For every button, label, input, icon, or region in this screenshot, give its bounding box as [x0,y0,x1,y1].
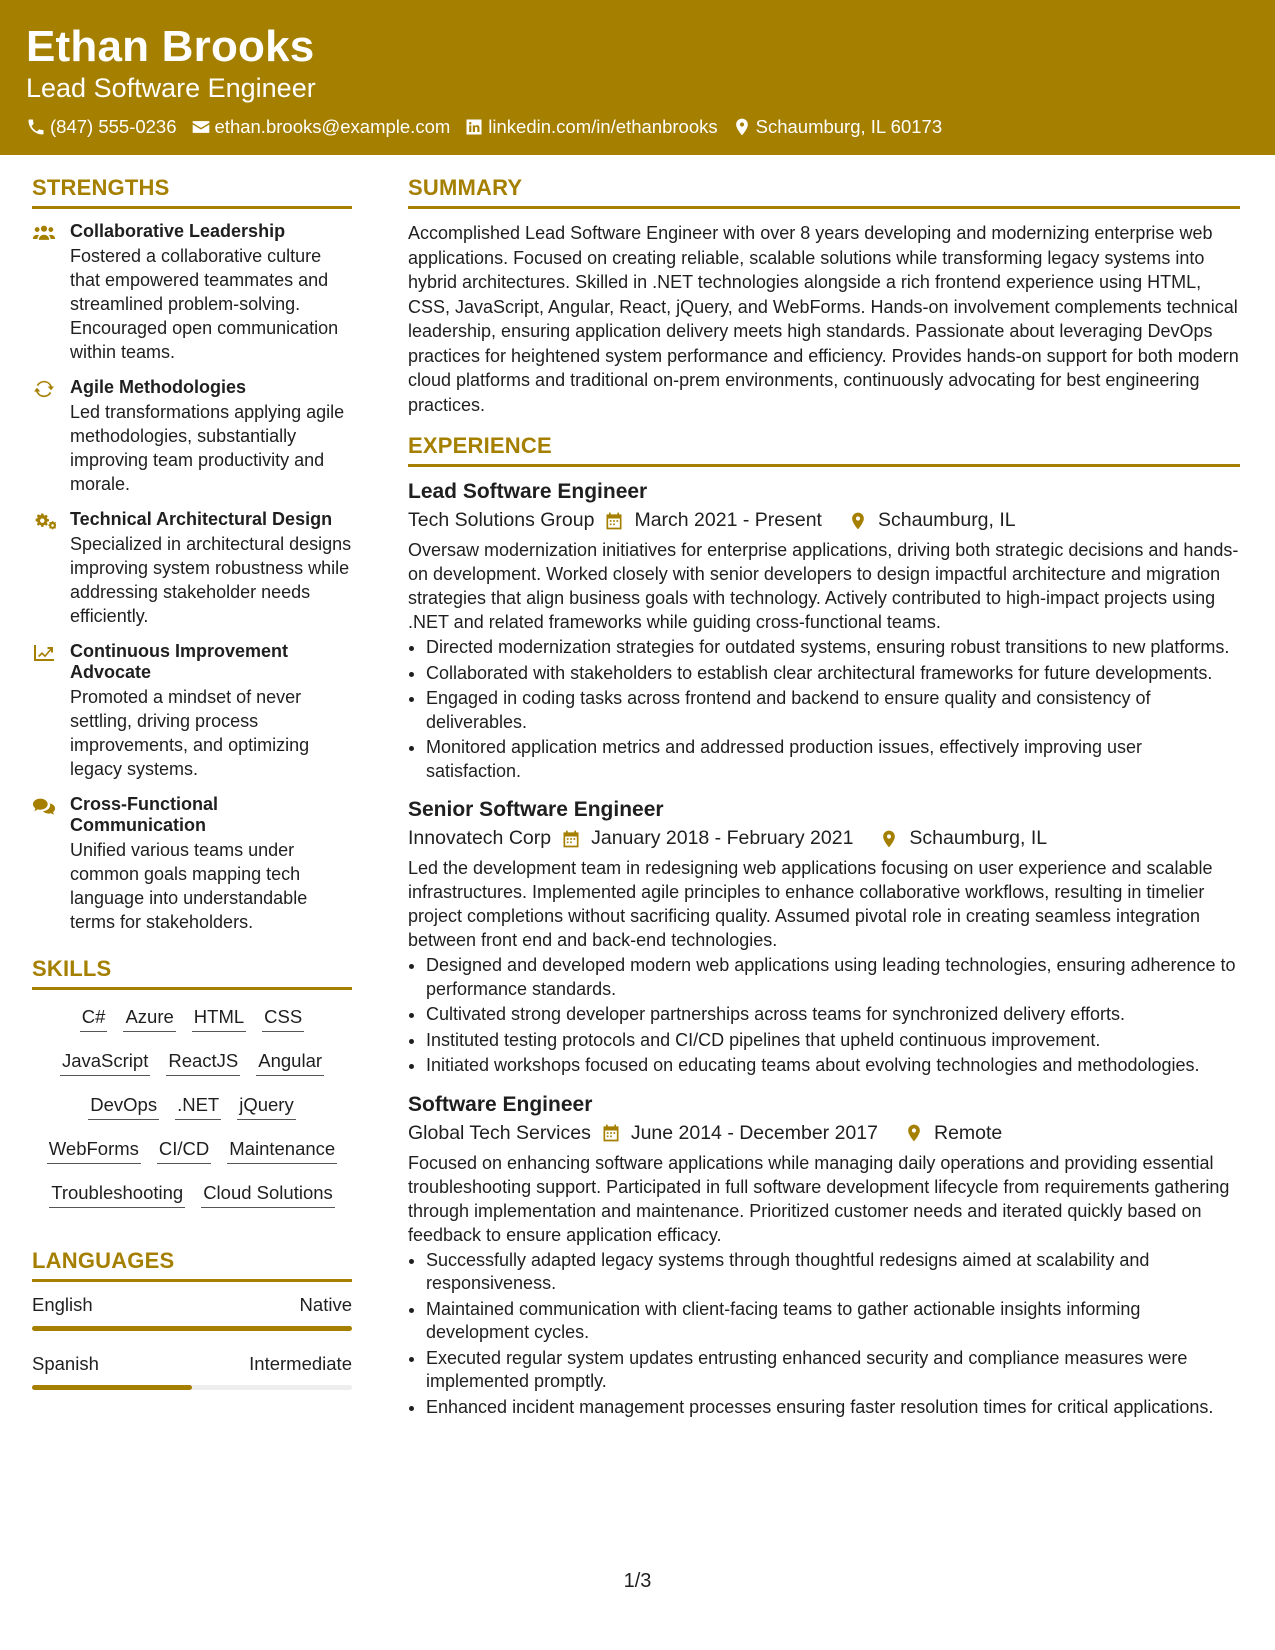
calendar-icon [604,511,624,531]
job-bullet: • Monitored application metrics and addressed production issues, effectively improving user satisfaction. [426,736,1240,783]
skill-tag: .NET [175,1092,221,1120]
contact-bar [26,116,942,138]
skill-tag: C# [80,1004,108,1032]
job-entry [408,479,1240,783]
job-dates: March 2021 - Present [634,509,822,531]
job-bullet: • Enhanced incident management processes ensuring faster resolution times for critical applications. [426,1396,1240,1420]
skill-tag: Maintenance [227,1136,337,1164]
sync-icon [32,379,56,399]
skill-tag: jQuery [237,1092,296,1120]
job-entry [408,797,1240,1078]
candidate-name: Ethan Brooks [26,22,315,71]
strength-title: Collaborative Leadership [70,221,286,241]
phone-icon [26,117,46,137]
job-dates: June 2014 - December 2017 [630,1121,878,1144]
language-level: Native [299,1294,352,1315]
page-number: 1/3 [623,1570,652,1592]
language-item [32,1294,352,1331]
contact-phone[interactable] [26,116,177,138]
job-bullet: • Successfully adapted legacy systems through thoughtful redesigns aimed at scalability and responsiveness. [426,1249,1240,1296]
skill-tag: CI/CD [157,1136,211,1164]
map-pin-icon [904,1123,924,1143]
contact-email[interactable] [191,116,451,138]
job-bullets [408,954,1240,1078]
resume-header [0,0,1275,155]
job-bullets [408,636,1240,783]
language-level-fill [32,1326,352,1331]
job-bullet: • Designed and developed modern web applications using leading technologies, ensuring adherence to performance standards. [426,954,1240,1001]
language-item [32,1353,352,1390]
job-company: Tech Solutions Group [408,509,595,531]
job-meta [408,509,1240,532]
strength-item [32,221,352,364]
job-bullet: • Executed regular system updates entrusting enhanced security and compliance measures were implemented promptly. [426,1347,1240,1394]
linkedin-text: linkedin.com/in/ethanbrooks [488,116,718,137]
skill-tag: JavaScript [60,1048,150,1076]
job-entry [408,1092,1240,1420]
strength-title: Cross-Functional Communication [70,794,219,835]
strength-item [32,509,352,628]
summary-text: Accomplished Lead Software Engineer with over 8 years developing and modernizing enterprise web applications. Focused on creating reliable, scalable solutions while transforming legacy systems into hybrid architectures. Skilled in .NET technologies alongside a rich frontend experience using HTML, CSS, JavaScript, Angular, React, jQuery, and WebForms. Hands-on involvement complements technical leadership, ensuring application delivery meets high standards. Passionate about leveraging DevOps practices for heightened system performance and efficiency. Provides hands-on support for both modern cloud platforms and traditional on-prem environments, continuously advocating for best engineering practices. [408,223,1239,415]
comments-icon [32,796,56,816]
job-description: Led the development team in redesigning web applications focusing on user experience and scalable infrastructures. Implemented agile principles to enhance collaborative workflows, resulting in timelier project completions without sacrificing quality. Assumed pivotal role in creating seamless integration between front end and back-end technologies. [408,858,1213,950]
skill-tag: Azure [123,1004,175,1032]
left-column [32,175,352,1412]
gears-icon [32,511,56,531]
language-level-bar [32,1326,352,1331]
strength-item [32,794,352,934]
strength-desc: Unified various teams under common goals mapping tech language into understandable terms for stakeholders. [70,840,308,932]
phone-text: (847) 555-0236 [50,116,177,137]
strength-desc: Promoted a mindset of never settling, driving process improvements, and optimizing legacy systems. [70,687,310,779]
skill-tag: DevOps [88,1092,159,1120]
strength-item [32,641,352,781]
job-title: Senior Software Engineer [408,798,664,821]
chart-line-icon [32,643,56,663]
map-pin-icon [879,829,899,849]
job-bullet: • Maintained communication with client-facing teams to gather actionable insights informing development cycles. [426,1298,1240,1345]
job-company: Global Tech Services [408,1121,591,1144]
language-level-bar [32,1385,352,1390]
job-dates: January 2018 - February 2021 [591,827,854,849]
job-title: Software Engineer [408,1092,593,1116]
candidate-title: Lead Software Engineer [26,73,316,103]
map-pin-icon [848,511,868,531]
summary-heading: SUMMARY [408,175,1240,209]
job-bullet: • Initiated workshops focused on educating teams about evolving technologies and methodologies. [426,1054,1240,1078]
language-name: English [32,1294,93,1315]
language-level-fill [32,1385,192,1390]
strength-title: Agile Methodologies [70,377,247,397]
language-name: Spanish [32,1353,99,1374]
calendar-icon [561,829,581,849]
location-text: Schaumburg, IL 60173 [755,116,943,137]
calendar-icon [601,1123,621,1143]
language-level: Intermediate [249,1353,352,1374]
envelope-icon [191,117,211,137]
job-bullet: • Directed modernization strategies for outdated systems, ensuring robust transitions to new platforms. [426,636,1240,660]
skills-list [32,1002,352,1208]
job-location: Remote [933,1121,1003,1144]
email-text: ethan.brooks@example.com [214,116,451,137]
experience-heading: EXPERIENCE [408,433,1240,467]
contact-location [732,116,943,138]
users-icon [32,223,56,243]
job-bullet: • Collaborated with stakeholders to establish clear architectural frameworks for future developments. [426,662,1240,686]
job-meta [408,1122,1240,1145]
skill-tag: Cloud Solutions [201,1180,335,1208]
job-company: Innovatech Corp [408,827,552,849]
map-pin-icon [732,117,752,137]
skill-tag: CSS [262,1004,304,1032]
strength-item [32,377,352,496]
skill-tag: HTML [192,1004,246,1032]
skill-tag: ReactJS [166,1048,240,1076]
skill-tag: WebForms [47,1136,141,1164]
skill-tag: Angular [256,1048,324,1076]
job-description: Oversaw modernization initiatives for enterprise applications, driving both strategic decisions and hands-on development. Worked closely with senior developers to design impactful architecture and migration strategies that align business goals with technology. Actively contributed to high-impact projects using .NET and related frameworks while guiding cross-functional teams. [408,540,1239,632]
job-bullet: • Instituted testing protocols and CI/CD pipelines that upheld continuous improvement. [426,1029,1240,1053]
right-column [408,175,1240,1433]
job-description: Focused on enhancing software applications while managing daily operations and providing essential troubleshooting support. Participated in full software development lifecycle from requirements gathering through implementation and maintenance. Prioritized customer needs and iterated quickly based on feedback to ensure application efficacy. [408,1152,1230,1245]
job-bullets [408,1249,1240,1420]
strength-desc: Fostered a collaborative culture that empowered teammates and streamlined problem-solving. Encouraged open communication within teams. [70,246,339,362]
skill-tag: Troubleshooting [49,1180,185,1208]
job-meta [408,827,1240,850]
strengths-heading: STRENGTHS [32,175,352,209]
strength-desc: Led transformations applying agile methodologies, substantially improving team productivity and morale. [70,402,345,494]
job-location: Schaumburg, IL [909,827,1048,849]
languages-heading: LANGUAGES [32,1248,352,1282]
linkedin-icon [464,117,484,137]
job-bullet: • Cultivated strong developer partnerships across teams for synchronized delivery efforts. [426,1003,1240,1027]
job-location: Schaumburg, IL [877,509,1016,531]
job-title: Lead Software Engineer [408,480,648,503]
contact-linkedin[interactable] [464,116,717,138]
strength-title: Continuous Improvement Advocate [70,641,289,682]
strength-title: Technical Architectural Design [70,509,333,529]
strength-desc: Specialized in architectural designs improving system robustness while addressing stakeholder needs efficiently. [70,534,352,626]
skills-heading: SKILLS [32,956,352,990]
job-bullet: • Engaged in coding tasks across frontend and backend to ensure quality and consistency of deliverables. [426,687,1240,734]
